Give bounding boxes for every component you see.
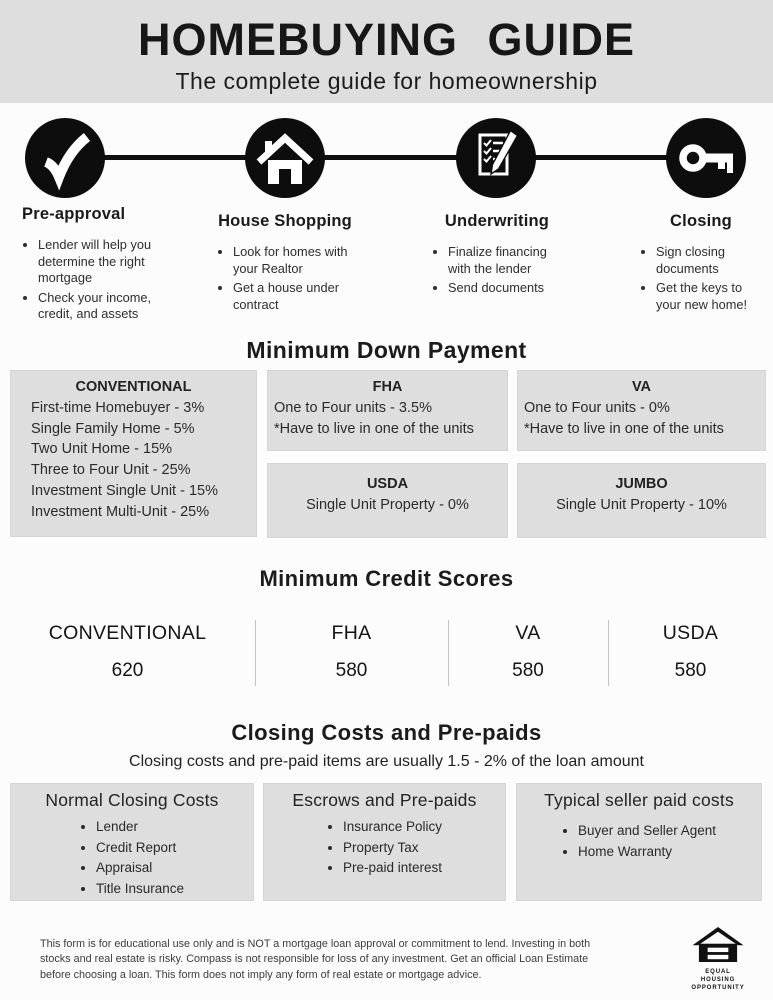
box-line: Single Family Home - 5% bbox=[31, 420, 195, 437]
credit-score-value: 580 bbox=[674, 660, 707, 681]
step-label: House Shopping bbox=[218, 212, 352, 230]
bullet-item: • Credit Report bbox=[96, 838, 184, 859]
down-payment-box-va bbox=[517, 370, 766, 451]
credit-score-value: 580 bbox=[512, 660, 544, 681]
box-title: Escrows and Pre-paids bbox=[292, 790, 477, 810]
box-line: Single Unit Property - 10% bbox=[556, 496, 727, 513]
bullet-item: • Title Insurance bbox=[96, 879, 184, 900]
bullet-item: • Sign closing documents bbox=[656, 244, 756, 277]
step-house-shopping bbox=[195, 212, 375, 316]
credit-score-label: VA bbox=[515, 622, 541, 644]
box-bullets bbox=[80, 817, 184, 899]
equal-housing-caption-line1: EQUAL HOUSING bbox=[700, 969, 736, 984]
credit-score-value: 620 bbox=[111, 660, 144, 681]
box-line: *Have to live in one of the units bbox=[274, 420, 474, 437]
bullet-item: • Pre-paid interest bbox=[343, 858, 442, 879]
box-line: First-time Homebuyer - 3% bbox=[31, 399, 205, 416]
credit-score-label: CONVENTIONAL bbox=[48, 622, 207, 644]
bullet-item: • Send documents bbox=[448, 280, 564, 297]
box-title: VA bbox=[631, 379, 652, 395]
box-line: Three to Four Unit - 25% bbox=[31, 462, 191, 479]
credit-score-conventional bbox=[0, 622, 255, 682]
bullet-item: • Get the keys to your new home! bbox=[656, 280, 756, 313]
equal-housing-caption bbox=[688, 968, 748, 992]
step-label: Underwriting bbox=[444, 212, 550, 230]
credit-score-va bbox=[448, 622, 608, 682]
credit-score-usda bbox=[608, 622, 773, 682]
bullet-item: • Lender bbox=[96, 817, 184, 838]
page-subtitle: The complete guide for homeownership bbox=[175, 68, 598, 94]
credit-score-value: 580 bbox=[335, 660, 368, 681]
step-underwriting bbox=[407, 212, 587, 300]
bullet-item: • Check your income, credit, and assets bbox=[38, 290, 168, 323]
box-title: FHA bbox=[372, 379, 403, 395]
bullet-item: • Get a house under contract bbox=[233, 280, 351, 313]
bullet-item: • Home Warranty bbox=[578, 842, 716, 863]
step-bullets bbox=[640, 244, 756, 313]
box-line: *Have to live in one of the units bbox=[524, 420, 724, 437]
footer-disclaimer: This form is for educational use only and is NOT a mortgage loan approval or commitment to lend. Investing in both stocks and real estate is risky. Compass is not responsible for loss of any investment. Get an official Loan Estimate before choosing a loan. This form does not imply any form of real estate or mortgage advice. bbox=[40, 938, 591, 981]
box-line: Investment Multi-Unit - 25% bbox=[31, 503, 210, 520]
step-label: Closing bbox=[670, 212, 732, 230]
box-line: One to Four units - 3.5% bbox=[274, 399, 432, 416]
bullet-item: • Look for homes with your Realtor bbox=[233, 244, 351, 277]
equal-housing-house-icon bbox=[689, 927, 747, 962]
box-bullets bbox=[562, 821, 716, 862]
step-bullets bbox=[217, 244, 351, 313]
step-pre-approval bbox=[22, 205, 168, 326]
box-bullets bbox=[327, 817, 442, 879]
down-payment-box-conventional bbox=[10, 370, 257, 537]
down-payment-box-fha bbox=[267, 370, 508, 451]
credit-scores-title: Minimum Credit Scores bbox=[259, 566, 514, 591]
bullet-item: • Insurance Policy bbox=[343, 817, 442, 838]
closing-costs-box-normal bbox=[10, 783, 254, 901]
equal-housing-caption-line2: OPPORTUNITY bbox=[691, 985, 745, 992]
credit-score-label: FHA bbox=[331, 622, 372, 644]
closing-costs-title: Closing Costs and Pre-paids bbox=[231, 720, 542, 745]
page-title: HOMEBUYING GUIDE bbox=[137, 14, 636, 65]
box-line: Two Unit Home - 15% bbox=[31, 441, 173, 458]
box-title: CONVENTIONAL bbox=[75, 379, 192, 395]
down-payment-title: Minimum Down Payment bbox=[246, 337, 527, 363]
credit-score-label: USDA bbox=[662, 622, 719, 644]
document-pencil-icon bbox=[456, 118, 536, 198]
box-title: JUMBO bbox=[615, 476, 668, 492]
timeline-connector-line bbox=[65, 155, 706, 160]
bullet-item: • Lender will help you determine the right mortgage bbox=[38, 237, 168, 287]
box-line: Single Unit Property - 0% bbox=[306, 496, 469, 513]
box-title: Normal Closing Costs bbox=[45, 790, 219, 810]
key-icon bbox=[666, 118, 746, 198]
house-icon bbox=[245, 118, 325, 198]
step-closing bbox=[612, 212, 773, 316]
bullet-item: • Finalize financing with the lender bbox=[448, 244, 564, 277]
box-line: Investment Single Unit - 15% bbox=[31, 482, 218, 499]
header bbox=[0, 0, 773, 103]
equal-housing-opportunity-logo bbox=[688, 927, 748, 992]
checkmark-icon bbox=[25, 118, 105, 198]
step-label: Pre-approval bbox=[22, 205, 126, 223]
closing-costs-box-seller-paid bbox=[516, 783, 762, 901]
bullet-item: • Property Tax bbox=[343, 838, 442, 859]
bullet-item: • Appraisal bbox=[96, 858, 184, 879]
bullet-item: • Buyer and Seller Agent bbox=[578, 821, 716, 842]
closing-costs-subtitle: Closing costs and pre-paid items are usually 1.5 - 2% of the loan amount bbox=[129, 753, 644, 770]
box-line: One to Four units - 0% bbox=[524, 399, 670, 416]
down-payment-box-jumbo bbox=[517, 463, 766, 538]
box-title: Typical seller paid costs bbox=[544, 790, 734, 810]
down-payment-box-usda bbox=[267, 463, 508, 538]
credit-score-fha bbox=[255, 622, 448, 682]
closing-costs-box-escrows bbox=[263, 783, 506, 901]
step-bullets bbox=[22, 237, 168, 323]
box-title: USDA bbox=[366, 476, 409, 492]
step-bullets bbox=[432, 244, 564, 297]
